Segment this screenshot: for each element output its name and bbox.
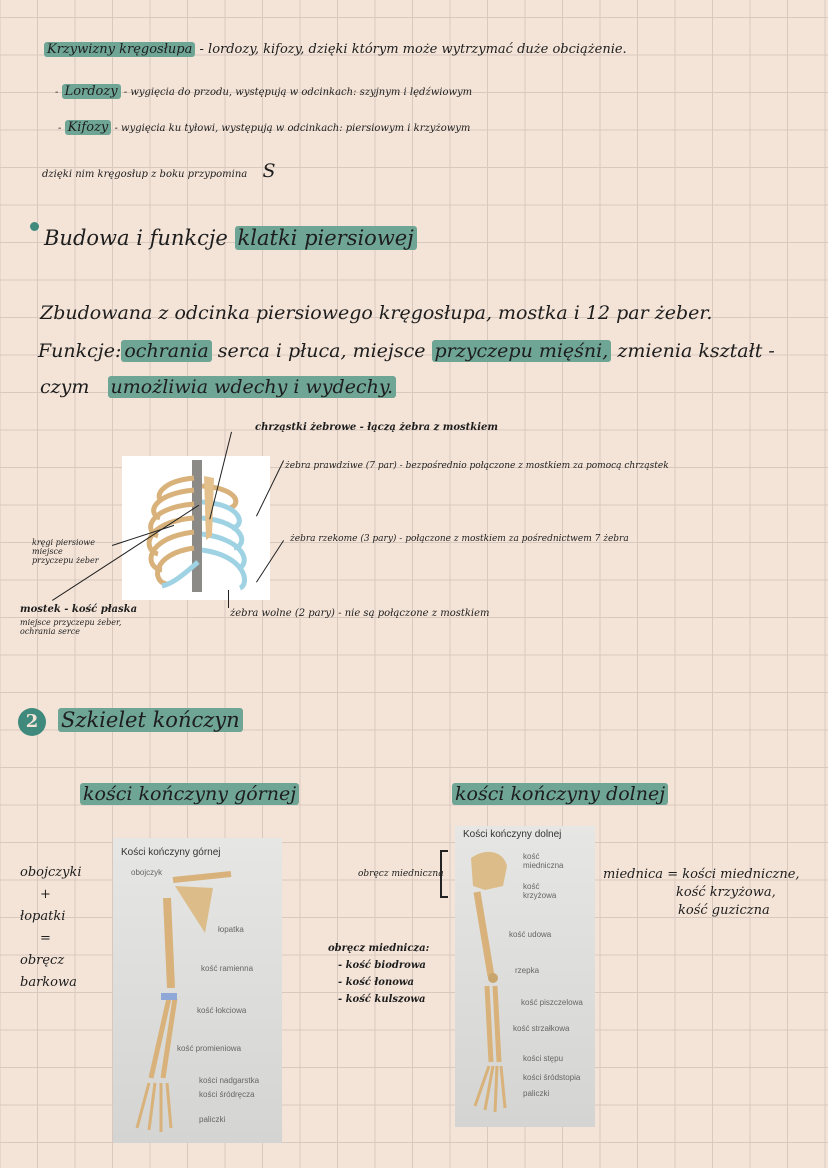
thorax-p2 bbox=[38, 340, 775, 362]
book-label: paliczki bbox=[523, 1089, 550, 1098]
limbs-heading: Szkielet kończyn bbox=[58, 708, 243, 732]
note-line: obręcz bbox=[20, 953, 65, 968]
book-label: kość piszczelowa bbox=[521, 998, 583, 1007]
lordozy-text: - wygięcia do przodu, występują w odcinkach: szyjnym i lędźwiowym bbox=[123, 87, 473, 98]
p3a: czym bbox=[40, 376, 90, 398]
book-label: kość ramienna bbox=[201, 964, 254, 973]
bullet-icon bbox=[30, 222, 39, 231]
thorax-heading bbox=[44, 226, 417, 250]
label-mostek: mostek - kość płaska bbox=[20, 604, 138, 615]
thorax-heading-highlight: klatki piersiowej bbox=[235, 226, 417, 250]
lower-limb-image bbox=[455, 826, 595, 1127]
s-shape-line bbox=[42, 160, 275, 182]
book-label: obojczyk bbox=[131, 868, 163, 877]
label-prawdziwe: żebra prawdziwe (7 par) - bezpośrednio połączone z mostkiem za pomocą chrząstek bbox=[285, 461, 669, 471]
miednica-note bbox=[603, 866, 800, 920]
s-letter: S bbox=[262, 160, 276, 182]
thorax-p1: Zbudowana z odcinka piersiowego kręgosłupa, mostka i 12 par żeber. bbox=[40, 302, 713, 324]
note-line: - kość kulszowa bbox=[338, 994, 426, 1005]
book-label: rzepka bbox=[515, 966, 540, 975]
book-label: kości śródstopia bbox=[523, 1073, 581, 1082]
curves-line-1 bbox=[44, 42, 627, 57]
note-line: barkowa bbox=[20, 975, 77, 990]
book-title: Kości kończyny górnej bbox=[121, 847, 221, 858]
s-shape-text: dzięki nim kręgosłup z boku przypomina bbox=[42, 169, 248, 180]
p2c: zmienia kształt - bbox=[617, 340, 775, 362]
ribcage-illustration bbox=[122, 456, 270, 600]
note-line: kość krzyżowa, bbox=[676, 885, 776, 900]
note-line: + bbox=[40, 887, 51, 902]
p2b: serca i płuca, miejsce bbox=[217, 340, 426, 362]
note-line: łopatki bbox=[20, 909, 66, 924]
arm-illustration bbox=[113, 838, 282, 1143]
p2-highlight-2: przyczepu mięśni, bbox=[432, 340, 612, 362]
label-mostek-sub: miejsce przyczepu żeber, ochrania serce bbox=[20, 618, 122, 636]
upper-limb-image bbox=[113, 838, 282, 1143]
upper-heading: kości kończyny górnej bbox=[80, 783, 299, 805]
book-label: kości śródręcza bbox=[199, 1090, 255, 1099]
bracket bbox=[440, 850, 448, 898]
lower-heading: kości kończyny dolnej bbox=[452, 783, 668, 805]
note-line: - kość łonowa bbox=[338, 977, 414, 988]
label-kregi: kręgi piersiowe miejsce przyczepu żeber bbox=[32, 538, 99, 565]
label-rzekome: żebra rzekome (3 pary) - połączone z mostkiem za pośrednictwem 7 żebra bbox=[290, 534, 629, 544]
book-label: kość krzyżowa bbox=[523, 882, 557, 900]
bracket-note: obręcz miedniczna bbox=[358, 869, 444, 879]
label-chrzastki: chrząstki żebrowe - łączą żebra z mostkiem bbox=[255, 422, 498, 433]
kifozy-line: - Kifozy - wygięcia ku tyłowi, występują w odcinkach: piersiowym i krzyżowym bbox=[58, 120, 471, 135]
thorax-heading-plain: Budowa i funkcje bbox=[44, 226, 228, 250]
note-line: - kość biodrowa bbox=[338, 960, 426, 971]
book-label: kości stępu bbox=[523, 1054, 564, 1063]
note-line: kość guziczna bbox=[678, 903, 770, 918]
book-label: kość promieniowa bbox=[177, 1044, 242, 1053]
note-line: obręcz miednicza: bbox=[328, 943, 430, 954]
book-label: kości nadgarstka bbox=[199, 1076, 260, 1085]
label-wolne: żebra wolne (2 pary) - nie są połączone z mostkiem bbox=[230, 608, 490, 619]
book-label: kość miedniczna bbox=[523, 852, 564, 870]
note-line: miednica = kości miedniczne, bbox=[603, 867, 800, 882]
upper-note bbox=[20, 862, 82, 994]
book-label: kość łokciowa bbox=[197, 1006, 247, 1015]
pointer-line bbox=[228, 590, 229, 608]
obrecz-note bbox=[328, 940, 429, 1008]
p2-highlight-1: ochrania bbox=[121, 340, 211, 362]
term-highlight: Krzywizny kręgosłupa bbox=[44, 42, 195, 57]
book-title: Kości kończyny dolnej bbox=[463, 829, 562, 840]
thorax-p3 bbox=[40, 376, 396, 398]
lordozy-term: Lordozy bbox=[62, 84, 121, 99]
ribcage-image bbox=[122, 456, 270, 600]
lordozy-line: - Lordozy - wygięcia do przodu, występują w odcinkach: szyjnym i lędźwiowym bbox=[55, 84, 473, 99]
book-label: łopatka bbox=[218, 925, 244, 934]
book-label: kość udowa bbox=[509, 930, 552, 939]
note-line: = bbox=[40, 931, 51, 946]
p3-highlight: umożliwia wdechy i wydechy. bbox=[108, 376, 397, 398]
curves-def: - lordozy, kifozy, dzięki którym może wytrzymać duże obciążenie. bbox=[199, 42, 627, 57]
kifozy-text: - wygięcia ku tyłowi, występują w odcinkach: piersiowym i krzyżowym bbox=[114, 123, 471, 134]
kifozy-term: Kifozy bbox=[65, 120, 112, 135]
book-label: paliczki bbox=[199, 1115, 226, 1124]
book-label: kość strzałkowa bbox=[513, 1024, 570, 1033]
p2a: Funkcje: bbox=[38, 340, 122, 362]
section-number-badge: 2 bbox=[18, 708, 46, 736]
note-line: obojczyki bbox=[20, 865, 82, 880]
